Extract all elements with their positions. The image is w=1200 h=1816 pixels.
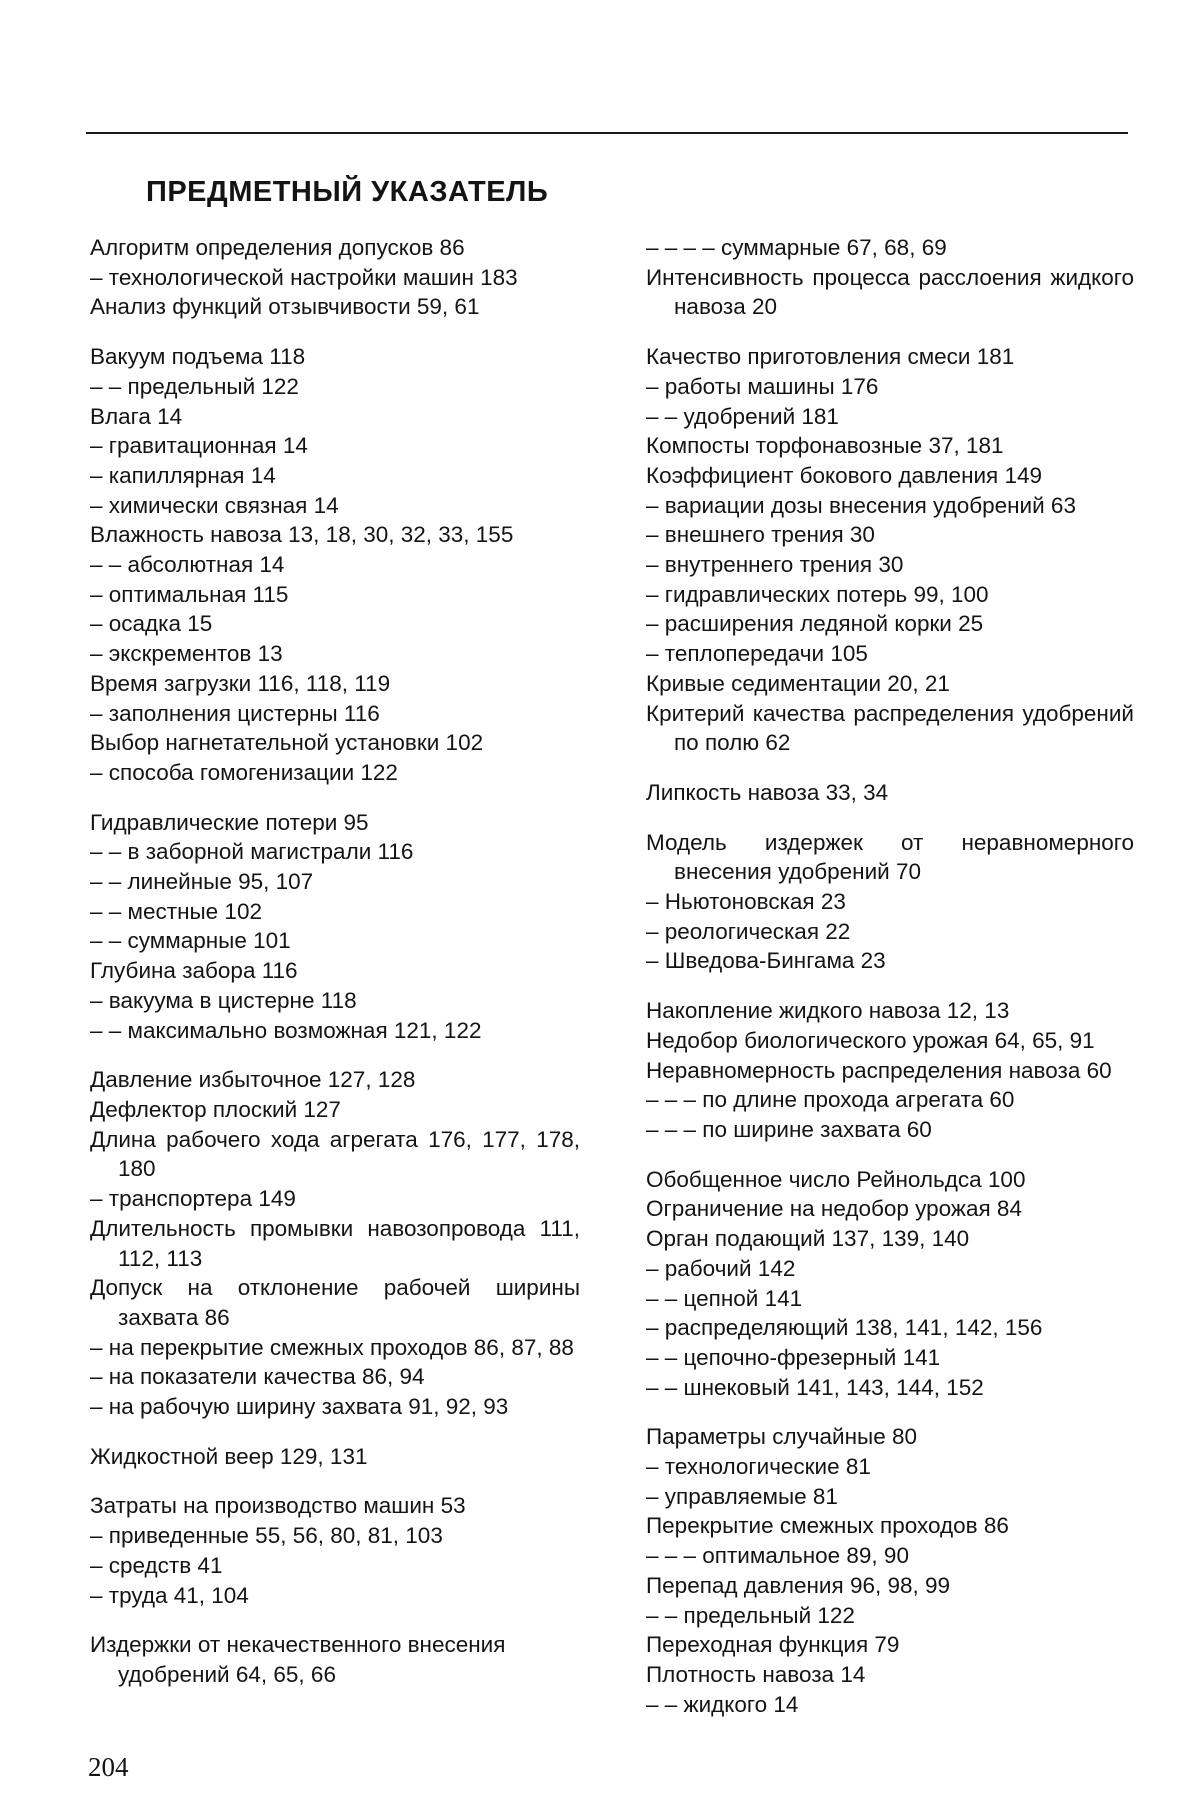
index-entry: Перепад давления 96, 98, 99 (646, 1572, 951, 1598)
index-entry: Кривые седиментации 20, 21 (646, 670, 950, 696)
index-entry: – внешнего трения 30 (646, 522, 875, 548)
index-entry: – реологическая 22 (646, 918, 851, 944)
index-entry: – – цепной 141 (646, 1285, 803, 1311)
index-entry: – транспортера 149 (90, 1186, 296, 1212)
index-entry: – – жидкого 14 (646, 1691, 799, 1717)
index-entry: – – удобрений 181 (646, 403, 839, 429)
index-entry: – – – по длине прохода агрегата 60 (646, 1087, 1015, 1113)
index-entry: – – в заборной магистрали 116 (90, 839, 414, 865)
page-title: ПРЕДМЕТНЫЙ УКАЗАТЕЛЬ (146, 176, 549, 208)
index-entry: – вакуума в цистерне 118 (90, 987, 357, 1013)
index-entry: – технологические 81 (646, 1454, 871, 1480)
index-entry: Анализ функций отзывчивости 59, 61 (90, 294, 480, 320)
index-entry: Давление избыточное 127, 128 (90, 1067, 416, 1093)
index-entry: – способа гомогенизации 122 (90, 759, 398, 785)
index-entry: – гравитационная 14 (90, 433, 308, 459)
index-entry: Влажность навоза 13, 18, 30, 32, 33, 155 (90, 522, 514, 548)
index-entry: – гидравлических потерь 99, 100 (646, 581, 989, 607)
index-entry: Выбор нагнетательной установки 102 (90, 730, 484, 756)
index-entry: Ограничение на недобор урожая 84 (646, 1196, 1022, 1222)
index-entry: – средств 41 (90, 1552, 223, 1578)
index-column-right (646, 233, 1134, 1719)
index-entry: – осадка 15 (90, 611, 213, 637)
index-entry: – – максимально возможная 121, 122 (90, 1017, 482, 1043)
index-entry: Компосты торфонавозные 37, 181 (646, 433, 1004, 459)
index-entry: – – цепочно-фрезерный 141 (646, 1344, 941, 1370)
index-entry: Дефлектор плоский 127 (90, 1096, 341, 1122)
index-entry: Вакуум подъема 118 (90, 344, 306, 370)
index-entry: Жидкостной веер 129, 131 (90, 1443, 368, 1469)
page-number: 204 (88, 1752, 129, 1782)
header-rule (86, 132, 1128, 134)
index-entry: Критерий качества распределения удобрений по полю 62 (646, 700, 1134, 756)
index-entry: Качество приготовления смеси 181 (646, 344, 1015, 370)
index-entry: – – линейные 95, 107 (90, 869, 314, 895)
index-entry: Коэффициент бокового давления 149 (646, 462, 1043, 488)
index-entry: Накопление жидкого навоза 12, 13 (646, 998, 1010, 1024)
index-entry: Алгоритм определения допусков 86 (90, 235, 465, 260)
index-entry: Длительность промывки навозопровода 111, 112, 113 (90, 1215, 580, 1271)
index-entry: – оптимальная 115 (90, 581, 289, 607)
index-entry: – рабочий 142 (646, 1255, 796, 1281)
index-entry: Параметры случайные 80 (646, 1424, 918, 1450)
index-entry: Орган подающий 137, 139, 140 (646, 1226, 970, 1252)
index-entry: – Шведова-Бингама 23 (646, 948, 886, 974)
index-entry: Глубина забора 116 (90, 958, 298, 984)
index-entry: – – суммарные 101 (90, 928, 291, 954)
index-entry: – работы машины 176 (646, 373, 879, 399)
index-entry: – – местные 102 (90, 898, 262, 924)
index-entry: – внутреннего трения 30 (646, 552, 904, 578)
index-entry: Интенсивность процесса расслоения жидкого навоза 20 (646, 264, 1134, 320)
index-entry: Допуск на отклонение рабочей ширины захвата 86 (90, 1275, 580, 1330)
index-entry: – – абсолютная 14 (90, 552, 285, 578)
index-entry: Гидравлические потери 95 (90, 809, 369, 835)
index-entry: Обобщенное число Рейнольдса 100 (646, 1166, 1026, 1192)
index-entry: – – – – суммарные 67, 68, 69 (646, 235, 947, 260)
index-entry: Модель издержек от неравномерного внесения удобрений 70 (646, 829, 1134, 885)
index-entry: – – – по ширине захвата 60 (646, 1116, 932, 1142)
index-entry: – – предельный 122 (646, 1602, 855, 1628)
index-entry: – заполнения цистерны 116 (90, 700, 380, 726)
index-entry: – теплопередачи 105 (646, 641, 868, 667)
index-entry: Недобор биологического урожая 64, 65, 91 (646, 1027, 1095, 1053)
index-entry: Влага 14 (90, 403, 183, 429)
index-entry: Затраты на производство машин 53 (90, 1493, 466, 1519)
index-entry: – химически связная 14 (90, 492, 339, 518)
index-entry: – технологической настройки машин 183 (90, 264, 518, 290)
index-entry: – – шнековый 141, 143, 144, 152 (646, 1374, 984, 1400)
index-entry: Переходная функция 79 (646, 1632, 900, 1658)
index-entry: – вариации дозы внесения удобрений 63 (646, 492, 1076, 518)
index-entry: Издержки от некачественного внесения удобрений 64, 65, 66 (90, 1632, 506, 1687)
index-entry: – приведенные 55, 56, 80, 81, 103 (90, 1523, 443, 1549)
index-entry: Перекрытие смежных проходов 86 (646, 1513, 1009, 1539)
index-entry: – экскрементов 13 (90, 641, 283, 667)
index-entry: – капиллярная 14 (90, 462, 276, 488)
index-entry: – расширения ледяной корки 25 (646, 611, 984, 637)
index-entry: – на показатели качества 86, 94 (90, 1364, 425, 1390)
index-entry: Неравномерность распределения навоза 60 (646, 1057, 1112, 1083)
index-entry: – труда 41, 104 (90, 1582, 249, 1608)
index-entry: Длина рабочего хода агрегата 176, 177, 178, 180 (90, 1126, 580, 1182)
index-entry: – – – оптимальное 89, 90 (646, 1543, 909, 1569)
index-entry: – распределяющий 138, 141, 142, 156 (646, 1315, 1043, 1341)
index-entry: – – предельный 122 (90, 373, 299, 399)
index-entry: Липкость навоза 33, 34 (646, 779, 889, 805)
index-entry: – на рабочую ширину захвата 91, 92, 93 (90, 1394, 509, 1420)
index-entry: – Ньютоновская 23 (646, 889, 846, 915)
index-column-left (90, 233, 580, 1690)
index-entry: – управляемые 81 (646, 1483, 838, 1509)
index-entry: – на перекрытие смежных проходов 86, 87, 88 (90, 1334, 574, 1360)
index-entry: Время загрузки 116, 118, 119 (90, 670, 391, 696)
index-entry: Плотность навоза 14 (646, 1661, 866, 1687)
